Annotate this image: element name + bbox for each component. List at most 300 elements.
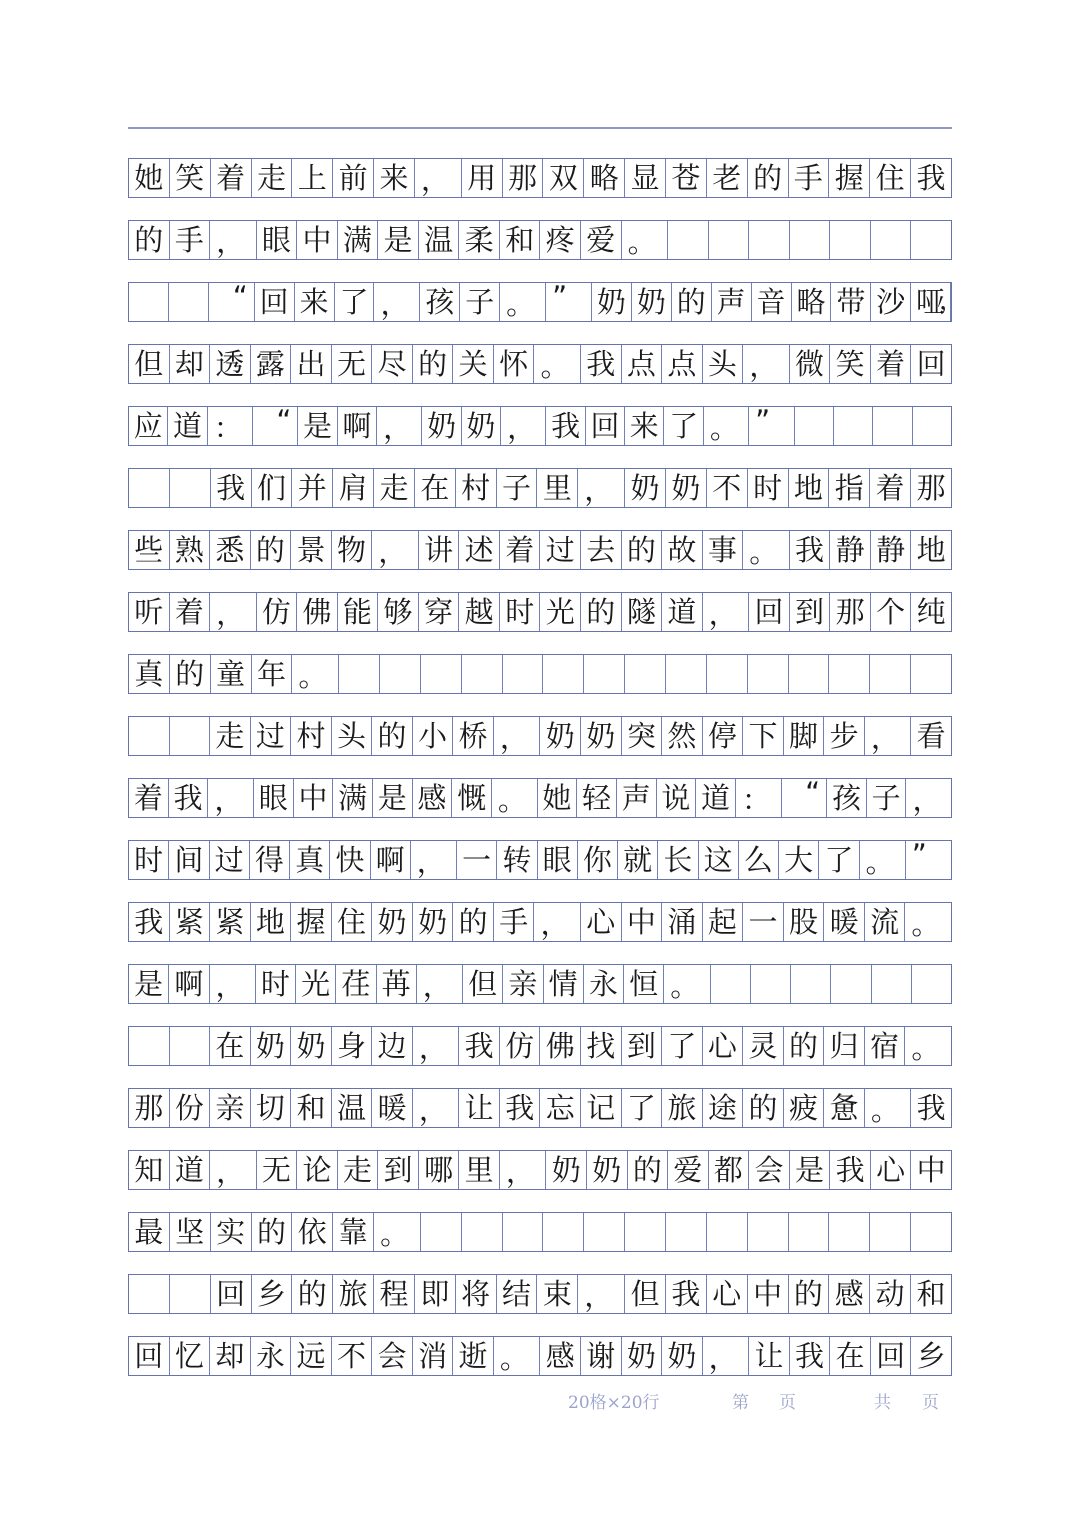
grid-cell: 让 bbox=[749, 1337, 790, 1375]
grid-cell: 记 bbox=[581, 1089, 622, 1127]
grid-cell: 的 bbox=[628, 1151, 669, 1189]
grid-cell: 是 bbox=[790, 1151, 831, 1189]
grid-cell: 静 bbox=[830, 531, 871, 569]
grid-cell: 。 bbox=[865, 1089, 912, 1127]
grid-cell: 疲 bbox=[784, 1089, 825, 1127]
grid-cell bbox=[911, 221, 951, 259]
grid-cell: 透 bbox=[210, 345, 251, 383]
grid-cell: 老 bbox=[707, 159, 748, 197]
grid-cell: 会 bbox=[372, 1337, 413, 1375]
grid-cell: 感 bbox=[540, 1337, 581, 1375]
grid-cell: 无 bbox=[332, 345, 373, 383]
grid-cell: 实 bbox=[211, 1213, 252, 1251]
grid-cell: “ bbox=[253, 407, 298, 445]
grid-cell: ， bbox=[210, 1151, 257, 1189]
grid-cell: 我 bbox=[790, 1337, 831, 1375]
grid-cell: 。 bbox=[911, 1031, 941, 1065]
grid-cell bbox=[668, 221, 709, 259]
grid-cell: 我 bbox=[916, 1090, 946, 1125]
grid-cell bbox=[830, 221, 871, 259]
grid-cell: 着 bbox=[211, 159, 252, 197]
grid-cell: 走 bbox=[210, 717, 251, 755]
grid-cell: 间 bbox=[169, 841, 209, 879]
grid-cell: ， bbox=[377, 407, 422, 445]
grid-cell: 的 bbox=[748, 159, 789, 197]
grid-cell bbox=[543, 655, 584, 693]
grid-cell: ： bbox=[208, 407, 253, 445]
grid-row bbox=[128, 406, 952, 446]
grid-cell: 地 bbox=[916, 532, 946, 567]
grid-cell: 道 bbox=[696, 779, 736, 817]
grid-cell: ， bbox=[210, 965, 256, 1003]
grid-cell: 物 bbox=[332, 531, 373, 569]
grid-cell: 奶 bbox=[251, 1027, 292, 1065]
grid-cell: 苍 bbox=[666, 159, 707, 197]
grid-cell: 奶 bbox=[587, 1151, 628, 1189]
grid-cell bbox=[711, 965, 751, 1003]
total-unit: 页 bbox=[922, 1393, 939, 1413]
grid-cell: 靠 bbox=[333, 1213, 374, 1251]
grid-cell: 中 bbox=[297, 221, 338, 259]
grid-cell: ， bbox=[210, 221, 257, 259]
grid-cell: 孩 bbox=[827, 779, 867, 817]
grid-cell bbox=[829, 655, 870, 693]
grid-cell: 听 bbox=[129, 593, 170, 631]
grid-cell: 走 bbox=[252, 159, 293, 197]
grid-cell: 回 bbox=[916, 346, 946, 381]
grid-cell: 就 bbox=[618, 841, 658, 879]
grid-cell: 奶 bbox=[462, 407, 501, 445]
grid-cell: 的 bbox=[252, 1213, 293, 1251]
grid-row bbox=[128, 220, 952, 260]
margin-punctuation: ， bbox=[938, 286, 965, 316]
grid-cell: ， bbox=[210, 593, 257, 631]
grid-cell bbox=[380, 655, 421, 693]
grid-cell: 程 bbox=[374, 1275, 415, 1313]
grid-row bbox=[128, 530, 952, 570]
grid-cell: ， bbox=[413, 1089, 460, 1127]
grid-cell: 啊 bbox=[338, 407, 377, 445]
grid-cell bbox=[748, 655, 789, 693]
grid-cell: ” bbox=[749, 407, 794, 445]
grid-cell bbox=[503, 655, 544, 693]
total-label: 共 bbox=[874, 1393, 891, 1413]
grid-cell: 却 bbox=[210, 1337, 251, 1375]
grid-cell: 些 bbox=[129, 531, 170, 569]
grid-cell bbox=[911, 655, 951, 693]
grid-cell: 找 bbox=[581, 1027, 622, 1065]
grid-cell: 突 bbox=[622, 717, 663, 755]
grid-cell: 的 bbox=[743, 1089, 784, 1127]
grid-row bbox=[128, 778, 952, 818]
grid-cell: 最 bbox=[129, 1213, 170, 1251]
grid-cell: 满 bbox=[338, 221, 379, 259]
grid-cell: 束 bbox=[537, 1275, 578, 1313]
grid-cell: 但 bbox=[129, 345, 170, 383]
grid-cell: 声 bbox=[617, 779, 657, 817]
grid-cell: 着 bbox=[871, 345, 912, 383]
grid-cell: ， bbox=[208, 779, 254, 817]
grid-cell: 但 bbox=[625, 1275, 666, 1313]
grid-cell: 的 bbox=[622, 531, 663, 569]
grid-cell: 感 bbox=[413, 779, 453, 817]
grid-cell: ， bbox=[415, 159, 462, 197]
grid-cell: 穿 bbox=[419, 593, 460, 631]
grid-cell: 心 bbox=[871, 1151, 912, 1189]
grid-cell bbox=[666, 655, 707, 693]
grid-cell: 不 bbox=[332, 1337, 373, 1375]
grid-cell: 时 bbox=[129, 841, 169, 879]
grid-cell: 。 bbox=[622, 221, 669, 259]
grid-cell bbox=[707, 655, 748, 693]
grid-cell: 。 bbox=[500, 283, 546, 321]
grid-cell: 啊 bbox=[371, 841, 411, 879]
grid-cell bbox=[169, 283, 209, 321]
grid-cell: 纯 bbox=[916, 594, 946, 629]
grid-cell: 不 bbox=[707, 469, 748, 507]
grid-cell bbox=[709, 221, 750, 259]
grid-cell: 忆 bbox=[170, 1337, 211, 1375]
grid-cell: ， bbox=[500, 1151, 547, 1189]
grid-cell bbox=[872, 965, 912, 1003]
grid-cell: 奶 bbox=[622, 1337, 663, 1375]
grid-cell: 苒 bbox=[377, 965, 417, 1003]
grid-cell: 结 bbox=[497, 1275, 538, 1313]
grid-cell: 村 bbox=[291, 717, 332, 755]
grid-cell: 乡 bbox=[916, 1338, 946, 1373]
page-footer bbox=[0, 1388, 1080, 1414]
grid-cell: 的 bbox=[672, 283, 712, 321]
grid-cell: 握 bbox=[829, 159, 870, 197]
grid-cell bbox=[625, 655, 666, 693]
grid-cell: 用 bbox=[462, 159, 503, 197]
grid-cell: 子 bbox=[867, 779, 907, 817]
grid-row bbox=[128, 158, 952, 198]
grid-cell: 述 bbox=[459, 531, 500, 569]
grid-cell bbox=[129, 717, 170, 755]
grid-cell: 那 bbox=[916, 470, 946, 505]
grid-cell: 我 bbox=[129, 903, 170, 941]
grid-cell: 点 bbox=[622, 345, 663, 383]
grid-cell: 。 bbox=[534, 345, 581, 383]
grid-cell: 消 bbox=[413, 1337, 454, 1375]
grid-cell: ， bbox=[578, 469, 625, 507]
grid-cell: 真 bbox=[129, 655, 170, 693]
grid-row bbox=[128, 1336, 952, 1376]
grid-cell: 这 bbox=[699, 841, 739, 879]
grid-cell: 到 bbox=[790, 593, 831, 631]
grid-cell: 走 bbox=[374, 469, 415, 507]
grid-cell: 你 bbox=[578, 841, 618, 879]
grid-cell: 的 bbox=[581, 593, 622, 631]
grid-cell: 头 bbox=[703, 345, 744, 383]
grid-cell bbox=[503, 1213, 544, 1251]
grid-cell: 乡 bbox=[252, 1275, 293, 1313]
grid-cell bbox=[790, 221, 831, 259]
grid-cell: 。 bbox=[664, 965, 710, 1003]
grid-cell bbox=[707, 1213, 748, 1251]
grid-cell: 景 bbox=[291, 531, 332, 569]
grid-cell: 熟 bbox=[170, 531, 211, 569]
grid-cell: 关 bbox=[453, 345, 494, 383]
grid-cell bbox=[789, 655, 830, 693]
grid-cell: ， bbox=[865, 717, 912, 755]
grid-cell: 奶 bbox=[372, 903, 413, 941]
grid-row bbox=[128, 1026, 952, 1066]
grid-cell: ， bbox=[494, 717, 541, 755]
grid-row bbox=[128, 468, 952, 508]
grid-cell: ， bbox=[912, 783, 942, 817]
grid-cell: 我 bbox=[546, 407, 585, 445]
grid-cell: 是 bbox=[298, 407, 337, 445]
grid-cell bbox=[870, 1213, 911, 1251]
grid-cell bbox=[339, 655, 380, 693]
grid-cell bbox=[913, 407, 951, 445]
grid-row bbox=[128, 654, 952, 694]
grid-cell: 是 bbox=[373, 779, 413, 817]
grid-cell: 住 bbox=[870, 159, 911, 197]
grid-cell bbox=[751, 965, 791, 1003]
grid-cell: 走 bbox=[338, 1151, 379, 1189]
grid-cell: 荏 bbox=[336, 965, 376, 1003]
grid-cell: 快 bbox=[330, 841, 370, 879]
grid-cell: 略 bbox=[584, 159, 625, 197]
grid-cell: 道 bbox=[168, 407, 207, 445]
grid-cell bbox=[625, 1213, 666, 1251]
grid-cell: ， bbox=[534, 903, 581, 941]
grid-row bbox=[128, 1212, 952, 1252]
grid-cell: 奶 bbox=[662, 1337, 703, 1375]
grid-cell: 了 bbox=[622, 1089, 663, 1127]
grid-cell: 在 bbox=[415, 469, 456, 507]
grid-cell: 略 bbox=[792, 283, 832, 321]
grid-cell: 。 bbox=[492, 779, 538, 817]
grid-cell: 真 bbox=[290, 841, 330, 879]
grid-cell: 小 bbox=[413, 717, 454, 755]
grid-cell: 中 bbox=[622, 903, 663, 941]
grid-cell: 的 bbox=[413, 345, 454, 383]
grid-cell: 仿 bbox=[500, 1027, 541, 1065]
grid-cell: 尽 bbox=[372, 345, 413, 383]
grid-cell: ” bbox=[546, 283, 592, 321]
grid-cell bbox=[871, 221, 912, 259]
grid-cell: 静 bbox=[871, 531, 912, 569]
grid-cell: 桥 bbox=[453, 717, 494, 755]
grid-cell: 么 bbox=[739, 841, 779, 879]
grid-cell: 途 bbox=[703, 1089, 744, 1127]
grid-cell: 旅 bbox=[662, 1089, 703, 1127]
grid-cell: 了 bbox=[662, 1027, 703, 1065]
grid-cell: 过 bbox=[210, 841, 250, 879]
grid-cell: 恒 bbox=[624, 965, 664, 1003]
grid-cell: 我 bbox=[790, 531, 831, 569]
grid-cell: 永 bbox=[584, 965, 624, 1003]
grid-row bbox=[128, 1088, 952, 1128]
page-label: 第 bbox=[732, 1393, 749, 1413]
grid-cell: ” bbox=[911, 838, 927, 872]
grid-cell: 奶 bbox=[413, 903, 454, 941]
grid-cell: ， bbox=[413, 1027, 460, 1065]
grid-cell: 的 bbox=[784, 1027, 825, 1065]
grid-cell: 道 bbox=[170, 1151, 211, 1189]
grid-cell: 了 bbox=[335, 283, 375, 321]
grid-cell: 上 bbox=[292, 159, 333, 197]
grid-cell: 暖 bbox=[824, 903, 865, 941]
grid-cell: 子 bbox=[460, 283, 500, 321]
grid-cell: 回 bbox=[255, 283, 295, 321]
grid-cell: 将 bbox=[456, 1275, 497, 1313]
grid-cell: 柔 bbox=[459, 221, 500, 259]
grid-cell: 忘 bbox=[540, 1089, 581, 1127]
grid-cell: 让 bbox=[459, 1089, 500, 1127]
grid-cell: 握 bbox=[291, 903, 332, 941]
grid-cell: 一 bbox=[743, 903, 784, 941]
grid-cell: 佛 bbox=[297, 593, 338, 631]
grid-cell: 着 bbox=[500, 531, 541, 569]
grid-cell: 中 bbox=[294, 779, 334, 817]
grid-cell: 佛 bbox=[540, 1027, 581, 1065]
grid-cell: 远 bbox=[291, 1337, 332, 1375]
grid-cell: 来 bbox=[625, 407, 664, 445]
grid-cell: 。 bbox=[743, 531, 790, 569]
grid-cell: 紧 bbox=[210, 903, 251, 941]
grid-cell: 。 bbox=[374, 1213, 421, 1251]
grid-cell: 带 bbox=[831, 283, 871, 321]
grid-cell: 爱 bbox=[581, 221, 622, 259]
grid-cell: 旅 bbox=[333, 1275, 374, 1313]
grid-cell: 过 bbox=[540, 531, 581, 569]
grid-cell: 着 bbox=[129, 779, 169, 817]
grid-cell: 我 bbox=[500, 1089, 541, 1127]
grid-cell: 坚 bbox=[170, 1213, 211, 1251]
grid-cell: 眼 bbox=[254, 779, 294, 817]
grid-cell: 头 bbox=[332, 717, 373, 755]
grid-cell: 我 bbox=[211, 469, 252, 507]
grid-cell: “ bbox=[209, 283, 255, 321]
grid-cell: 知 bbox=[129, 1151, 170, 1189]
grid-cell: 奶 bbox=[546, 1151, 587, 1189]
grid-cell bbox=[912, 965, 951, 1003]
grid-cell: 双 bbox=[543, 159, 584, 197]
grid-cell: 越 bbox=[459, 593, 500, 631]
grid-cell: ， bbox=[578, 1275, 625, 1313]
grid-cell bbox=[129, 1275, 170, 1313]
grid-cell: 起 bbox=[703, 903, 744, 941]
grid-cell: 却 bbox=[170, 345, 211, 383]
grid-cell: 那 bbox=[129, 1089, 170, 1127]
grid-cell: 份 bbox=[170, 1089, 211, 1127]
grid-cell bbox=[170, 1027, 211, 1065]
grid-cell: ， bbox=[374, 283, 420, 321]
grid-cell bbox=[829, 1213, 870, 1251]
grid-cell: 笑 bbox=[170, 159, 211, 197]
grid-cell: 一 bbox=[457, 841, 497, 879]
grid-cell: 着 bbox=[870, 469, 911, 507]
grid-cell bbox=[170, 469, 211, 507]
grid-cell: 奶 bbox=[625, 469, 666, 507]
grid-cell: ， bbox=[501, 407, 546, 445]
grid-cell: 年 bbox=[252, 655, 293, 693]
grid-cell: 仿 bbox=[257, 593, 298, 631]
page-unit: 页 bbox=[779, 1393, 796, 1413]
grid-cell: 能 bbox=[338, 593, 379, 631]
grid-cell: 但 bbox=[463, 965, 503, 1003]
grid-cell: 来 bbox=[295, 283, 335, 321]
grid-cell: 涌 bbox=[662, 903, 703, 941]
grid-cell: 轻 bbox=[577, 779, 617, 817]
grid-cell: 暖 bbox=[372, 1089, 413, 1127]
grid-cell: 边 bbox=[372, 1027, 413, 1065]
grid-cell: 惫 bbox=[824, 1089, 865, 1127]
grid-cell: 。 bbox=[494, 1337, 541, 1375]
grid-cell: 紧 bbox=[170, 903, 211, 941]
grid-cell: 去 bbox=[581, 531, 622, 569]
grid-cell: 得 bbox=[250, 841, 290, 879]
grid-cell: 奶 bbox=[632, 283, 672, 321]
grid-cell: 那 bbox=[503, 159, 544, 197]
grid-cell: ， bbox=[417, 965, 463, 1003]
grid-cell bbox=[834, 407, 873, 445]
grid-cell: 身 bbox=[332, 1027, 373, 1065]
grid-cell: 孩 bbox=[420, 283, 460, 321]
grid-cell: 我 bbox=[459, 1027, 500, 1065]
grid-cell: 我 bbox=[581, 345, 622, 383]
grid-cell: 在 bbox=[210, 1027, 251, 1065]
grid-cell: 归 bbox=[824, 1027, 865, 1065]
grid-cell: 到 bbox=[378, 1151, 419, 1189]
grid-cell bbox=[789, 1213, 830, 1251]
grid-cell bbox=[129, 1027, 170, 1065]
grid-cell: ， bbox=[411, 841, 457, 879]
grid-cell: 显 bbox=[625, 159, 666, 197]
grid-cell bbox=[831, 965, 871, 1003]
grid-cell: 村 bbox=[456, 469, 497, 507]
grid-cell: 。 bbox=[911, 907, 941, 941]
grid-cell bbox=[170, 1275, 211, 1313]
grid-cell: 个 bbox=[871, 593, 912, 631]
grid-cell: 住 bbox=[332, 903, 373, 941]
grid-cell: 和 bbox=[291, 1089, 332, 1127]
grid-cell: 灵 bbox=[743, 1027, 784, 1065]
grid-cell: 够 bbox=[378, 593, 419, 631]
grid-cell bbox=[666, 1213, 707, 1251]
grid-cell: 露 bbox=[251, 345, 292, 383]
grid-spec: 20格×20行 bbox=[568, 1393, 660, 1413]
grid-cell: ， bbox=[743, 345, 790, 383]
grid-cell bbox=[170, 717, 211, 755]
grid-cell: 爱 bbox=[668, 1151, 709, 1189]
grid-cell: 无 bbox=[257, 1151, 298, 1189]
grid-cell bbox=[873, 407, 912, 445]
grid-cell: 感 bbox=[829, 1275, 870, 1313]
grid-cell: 慨 bbox=[452, 779, 492, 817]
grid-cell: 隧 bbox=[622, 593, 663, 631]
grid-cell: 奶 bbox=[666, 469, 707, 507]
grid-cell bbox=[748, 1213, 789, 1251]
grid-cell: 里 bbox=[537, 469, 578, 507]
grid-cell: 的 bbox=[372, 717, 413, 755]
grid-cell bbox=[129, 283, 169, 321]
grid-cell: 。 bbox=[704, 407, 749, 445]
grid-cell: 里 bbox=[459, 1151, 500, 1189]
grid-cell: 停 bbox=[703, 717, 744, 755]
grid-cell: 沙 bbox=[871, 283, 911, 321]
grid-cell: 股 bbox=[784, 903, 825, 941]
grid-cell: 点 bbox=[662, 345, 703, 383]
grid-cell: 然 bbox=[662, 717, 703, 755]
grid-cell: ： bbox=[736, 779, 782, 817]
grid-cell: 音 bbox=[752, 283, 792, 321]
